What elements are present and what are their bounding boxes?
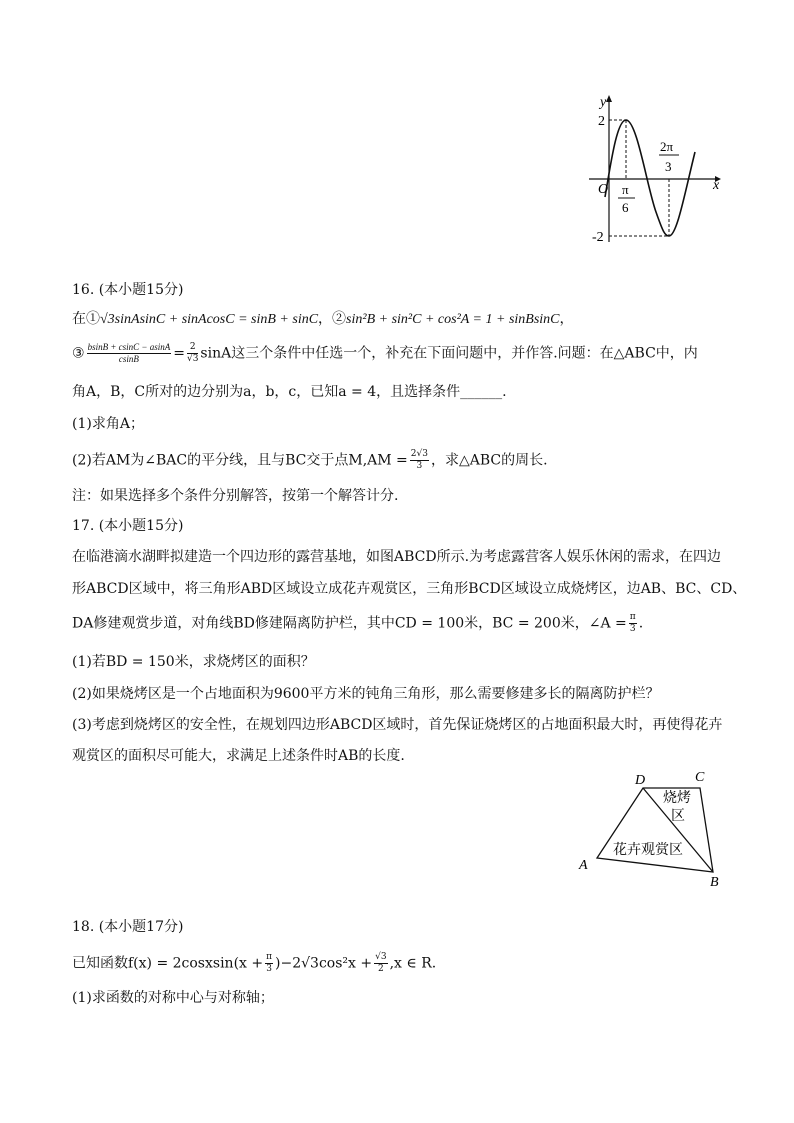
q16-cond3-frac2	[187, 342, 198, 365]
quadrilateral-diagram	[575, 768, 735, 890]
q16-p2-den: 3	[416, 461, 423, 471]
q18-frac2-den: 2	[377, 964, 384, 974]
vertex-a: A	[579, 858, 588, 873]
q16-cond3-den2: √3	[186, 354, 199, 364]
q17-part1: (1)若BD = 150米，求烧烤区的面积？	[72, 654, 315, 670]
q16-part2	[72, 449, 722, 472]
q16-cond3-num: bsinB + csinC − asinA	[87, 342, 171, 352]
sine-curve	[605, 120, 695, 236]
q18-frac1	[265, 952, 273, 975]
q16-p2-num: 2√3	[410, 449, 428, 459]
x-tick2-num: 2π	[660, 139, 674, 154]
bbq-label-2: 区	[671, 809, 685, 824]
vertex-b: B	[710, 875, 719, 890]
q17-part3-line2: 观赏区的面积尽可能大，求满足上述条件时AB的长度.	[72, 748, 405, 764]
q17-header: 17. (本小题15分)	[72, 518, 184, 534]
bbq-label-1: 烧烤	[663, 791, 691, 806]
q17-angle-frac	[629, 612, 637, 635]
sine-graph	[585, 92, 725, 252]
q16-l2-a: ③	[72, 345, 85, 362]
q18-line1	[72, 952, 722, 975]
q16-l1-c: ，	[559, 311, 574, 327]
q16-cond3-den: csinB	[118, 354, 139, 364]
vertex-d: D	[635, 773, 646, 788]
q17-l3-a: DA修建观赏步道，对角线BD修建隔离防护栏，其中CD = 100米，BC = 200米，∠A =	[72, 615, 627, 632]
q17-line1: 在临港滴水湖畔拟建造一个四边形的露营基地，如图ABCD所示.为考虑露营客人娱乐休闲的需求，在四边	[72, 549, 722, 565]
q16-p2-a: (2)若AM为∠BAC的平分线，且与BC交于点M,AM =	[72, 452, 408, 469]
q18-frac1-den: 3	[266, 964, 272, 974]
q18-frac2-num: √3	[375, 952, 387, 962]
quad-outline	[597, 788, 713, 872]
q16-l2-b: sinA这三个条件中任选一个，补充在下面问题中，并作答.问题：在△ABC中，内	[200, 345, 698, 362]
q17-part2: (2)如果烧烤区是一个占地面积为9600平方米的钝角三角形，那么需要修建多长的隔离防护栏？	[72, 686, 660, 702]
q16-note: 注：如果选择多个条件分别解答，按第一个解答计分.	[72, 488, 399, 504]
q18-l1-c: ,x ∈ R.	[389, 955, 437, 972]
x-tick1-num: π	[622, 182, 629, 197]
q16-cond3-frac	[87, 342, 172, 365]
x-tick2-den: 3	[665, 159, 672, 174]
vertex-c: C	[695, 770, 705, 785]
q17-part3-line1: (3)考虑到烧烤区的安全性，在规划四边形ABCD区域时，首先保证烧烤区的占地面积最大时，再使得花卉	[72, 717, 723, 733]
q17-line3	[72, 612, 722, 635]
q16-header: 16. (本小题15分)	[72, 282, 184, 298]
q16-l1-b: ，②	[318, 311, 347, 327]
q16-p2-frac	[410, 449, 429, 472]
x-tick1-den: 6	[622, 200, 629, 215]
q16-line2	[72, 342, 722, 365]
origin-label: O	[598, 182, 609, 197]
q18-l1-a: 已知函数f(x) = 2cosxsin(x +	[72, 955, 264, 972]
q16-p2-b: ，求△ABC的周长.	[430, 452, 548, 469]
q16-l1-a: 在①	[72, 311, 100, 327]
q16-part1: (1)求角A；	[72, 416, 144, 432]
q16-cond3-num2: 2	[187, 342, 198, 354]
q16-cond2: sin²B + sin²C + cos²A = 1 + sinBsinC	[346, 312, 560, 327]
y-min-label: -2	[592, 230, 604, 245]
x-axis-label: x	[713, 178, 720, 193]
q16-cond1: √3sinAsinC + sinAcosC = sinB + sinC	[100, 312, 319, 327]
q17-l3-b: .	[638, 615, 644, 632]
q18-frac2	[374, 952, 387, 975]
q16-l2-eq: =	[173, 345, 185, 362]
q18-header: 18. (本小题17分)	[72, 919, 184, 935]
q16-line3: 角A，B，C所对的边分别为a，b，c，已知a = 4，且选择条件______.	[72, 384, 507, 400]
q17-line2: 形ABCD区域中，将三角形ABD区域设立成花卉观赏区，三角形BCD区域设立成烧烤区，边AB、BC、CD、	[72, 581, 747, 597]
y-axis-arrow	[606, 95, 612, 102]
q16-line1	[72, 309, 722, 330]
y-axis-label: y	[600, 95, 607, 110]
q17-angle-num: π	[629, 612, 636, 622]
y-max-label: 2	[598, 114, 605, 129]
q17-angle-den: 3	[629, 624, 636, 634]
q18-frac1-num: π	[266, 952, 273, 962]
flower-label: 花卉观赏区	[613, 843, 683, 858]
q18-l1-b: )−2√3cos²x +	[275, 955, 373, 972]
q18-part1: (1)求函数的对称中心与对称轴；	[72, 990, 274, 1006]
